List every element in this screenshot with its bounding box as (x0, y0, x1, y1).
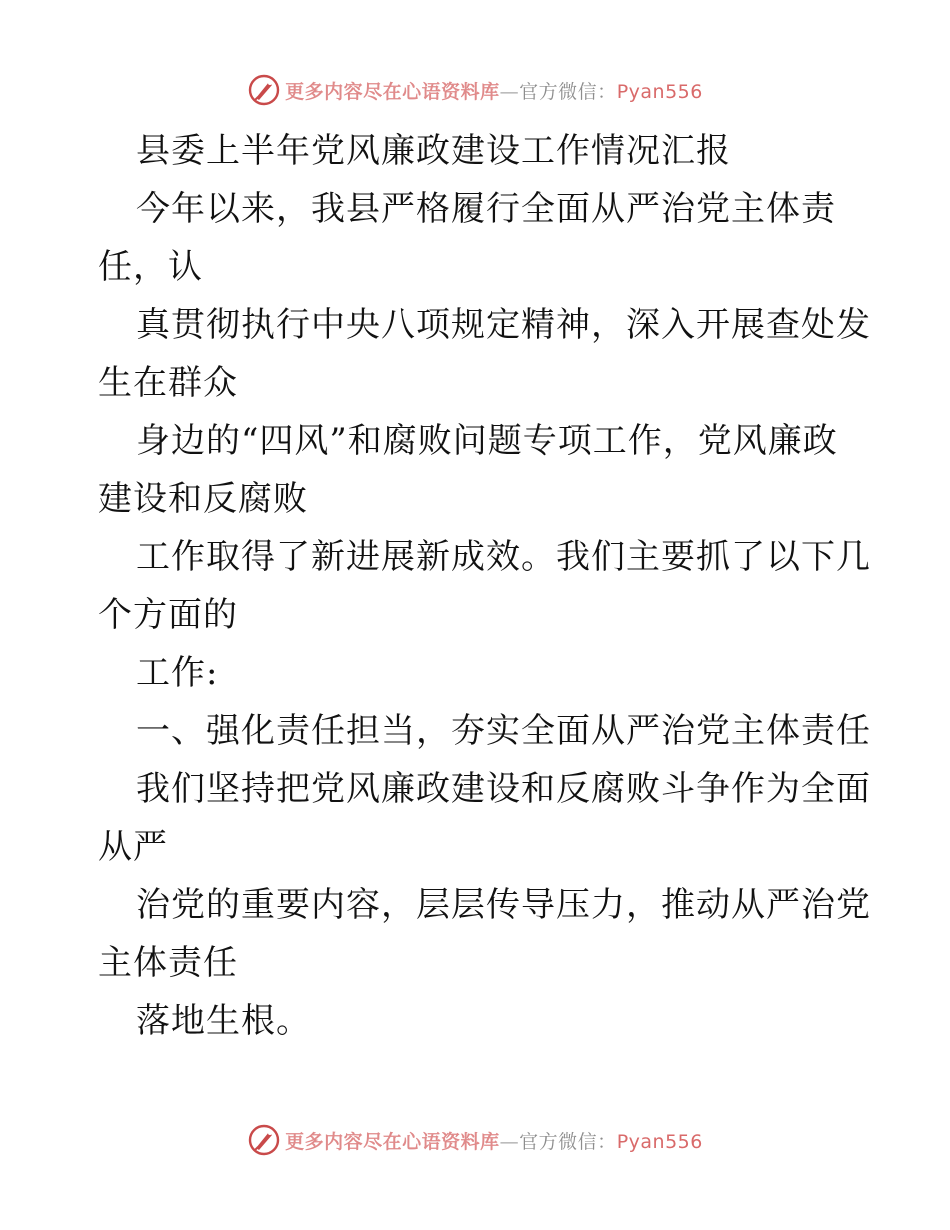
watermark-group (247, 1123, 703, 1157)
text-line: 个方面的 (98, 595, 238, 635)
quill-pen-logo-icon (247, 73, 281, 107)
text-line: 从严 (98, 827, 168, 867)
document-body (98, 122, 871, 1050)
watermark-wechat-id: Pyan556 (616, 80, 703, 103)
watermark-separator: — (499, 1130, 520, 1153)
text-line: 身边的“四风”和腐败问题专项工作，党风廉政 (136, 421, 838, 461)
text-line: 生在群众 (98, 363, 238, 403)
text-line: 工作取得了新进展新成效。我们主要抓了以下几 (136, 537, 871, 577)
watermark-main: 更多内容尽在心语资料库 (285, 80, 500, 103)
watermark-group (247, 73, 703, 107)
quill-pen-logo-icon (247, 1123, 281, 1157)
watermark-wechat-id: Pyan556 (616, 1130, 703, 1153)
watermark-wechat-label: 官方微信： (519, 80, 617, 103)
text-line: 落地生根。 (136, 1001, 311, 1041)
header-watermark (0, 70, 950, 110)
text-line: 工作: (136, 653, 219, 693)
section-heading: 一、强化责任担当，夯实全面从严治党主体责任 (136, 711, 871, 751)
footer-watermark (0, 1120, 950, 1160)
text-line: 今年以来，我县严格履行全面从严治党主体责 (136, 189, 836, 229)
text-line: 治党的重要内容，层层传导压力，推动从严治党 (136, 885, 871, 925)
watermark-main: 更多内容尽在心语资料库 (285, 1130, 500, 1153)
watermark-text (285, 77, 703, 104)
text-line: 主体责任 (98, 943, 238, 983)
text-line: 我们坚持把党风廉政建设和反腐败斗争作为全面 (136, 769, 871, 809)
watermark-separator: — (499, 80, 520, 103)
watermark-text (285, 1127, 703, 1154)
document-title: 县委上半年党风廉政建设工作情况汇报 (136, 131, 731, 171)
watermark-wechat-label: 官方微信： (519, 1130, 617, 1153)
text-line: 真贯彻执行中央八项规定精神，深入开展查处发 (136, 305, 871, 345)
text-line: 任，认 (98, 247, 203, 287)
text-line: 建设和反腐败 (98, 479, 308, 519)
